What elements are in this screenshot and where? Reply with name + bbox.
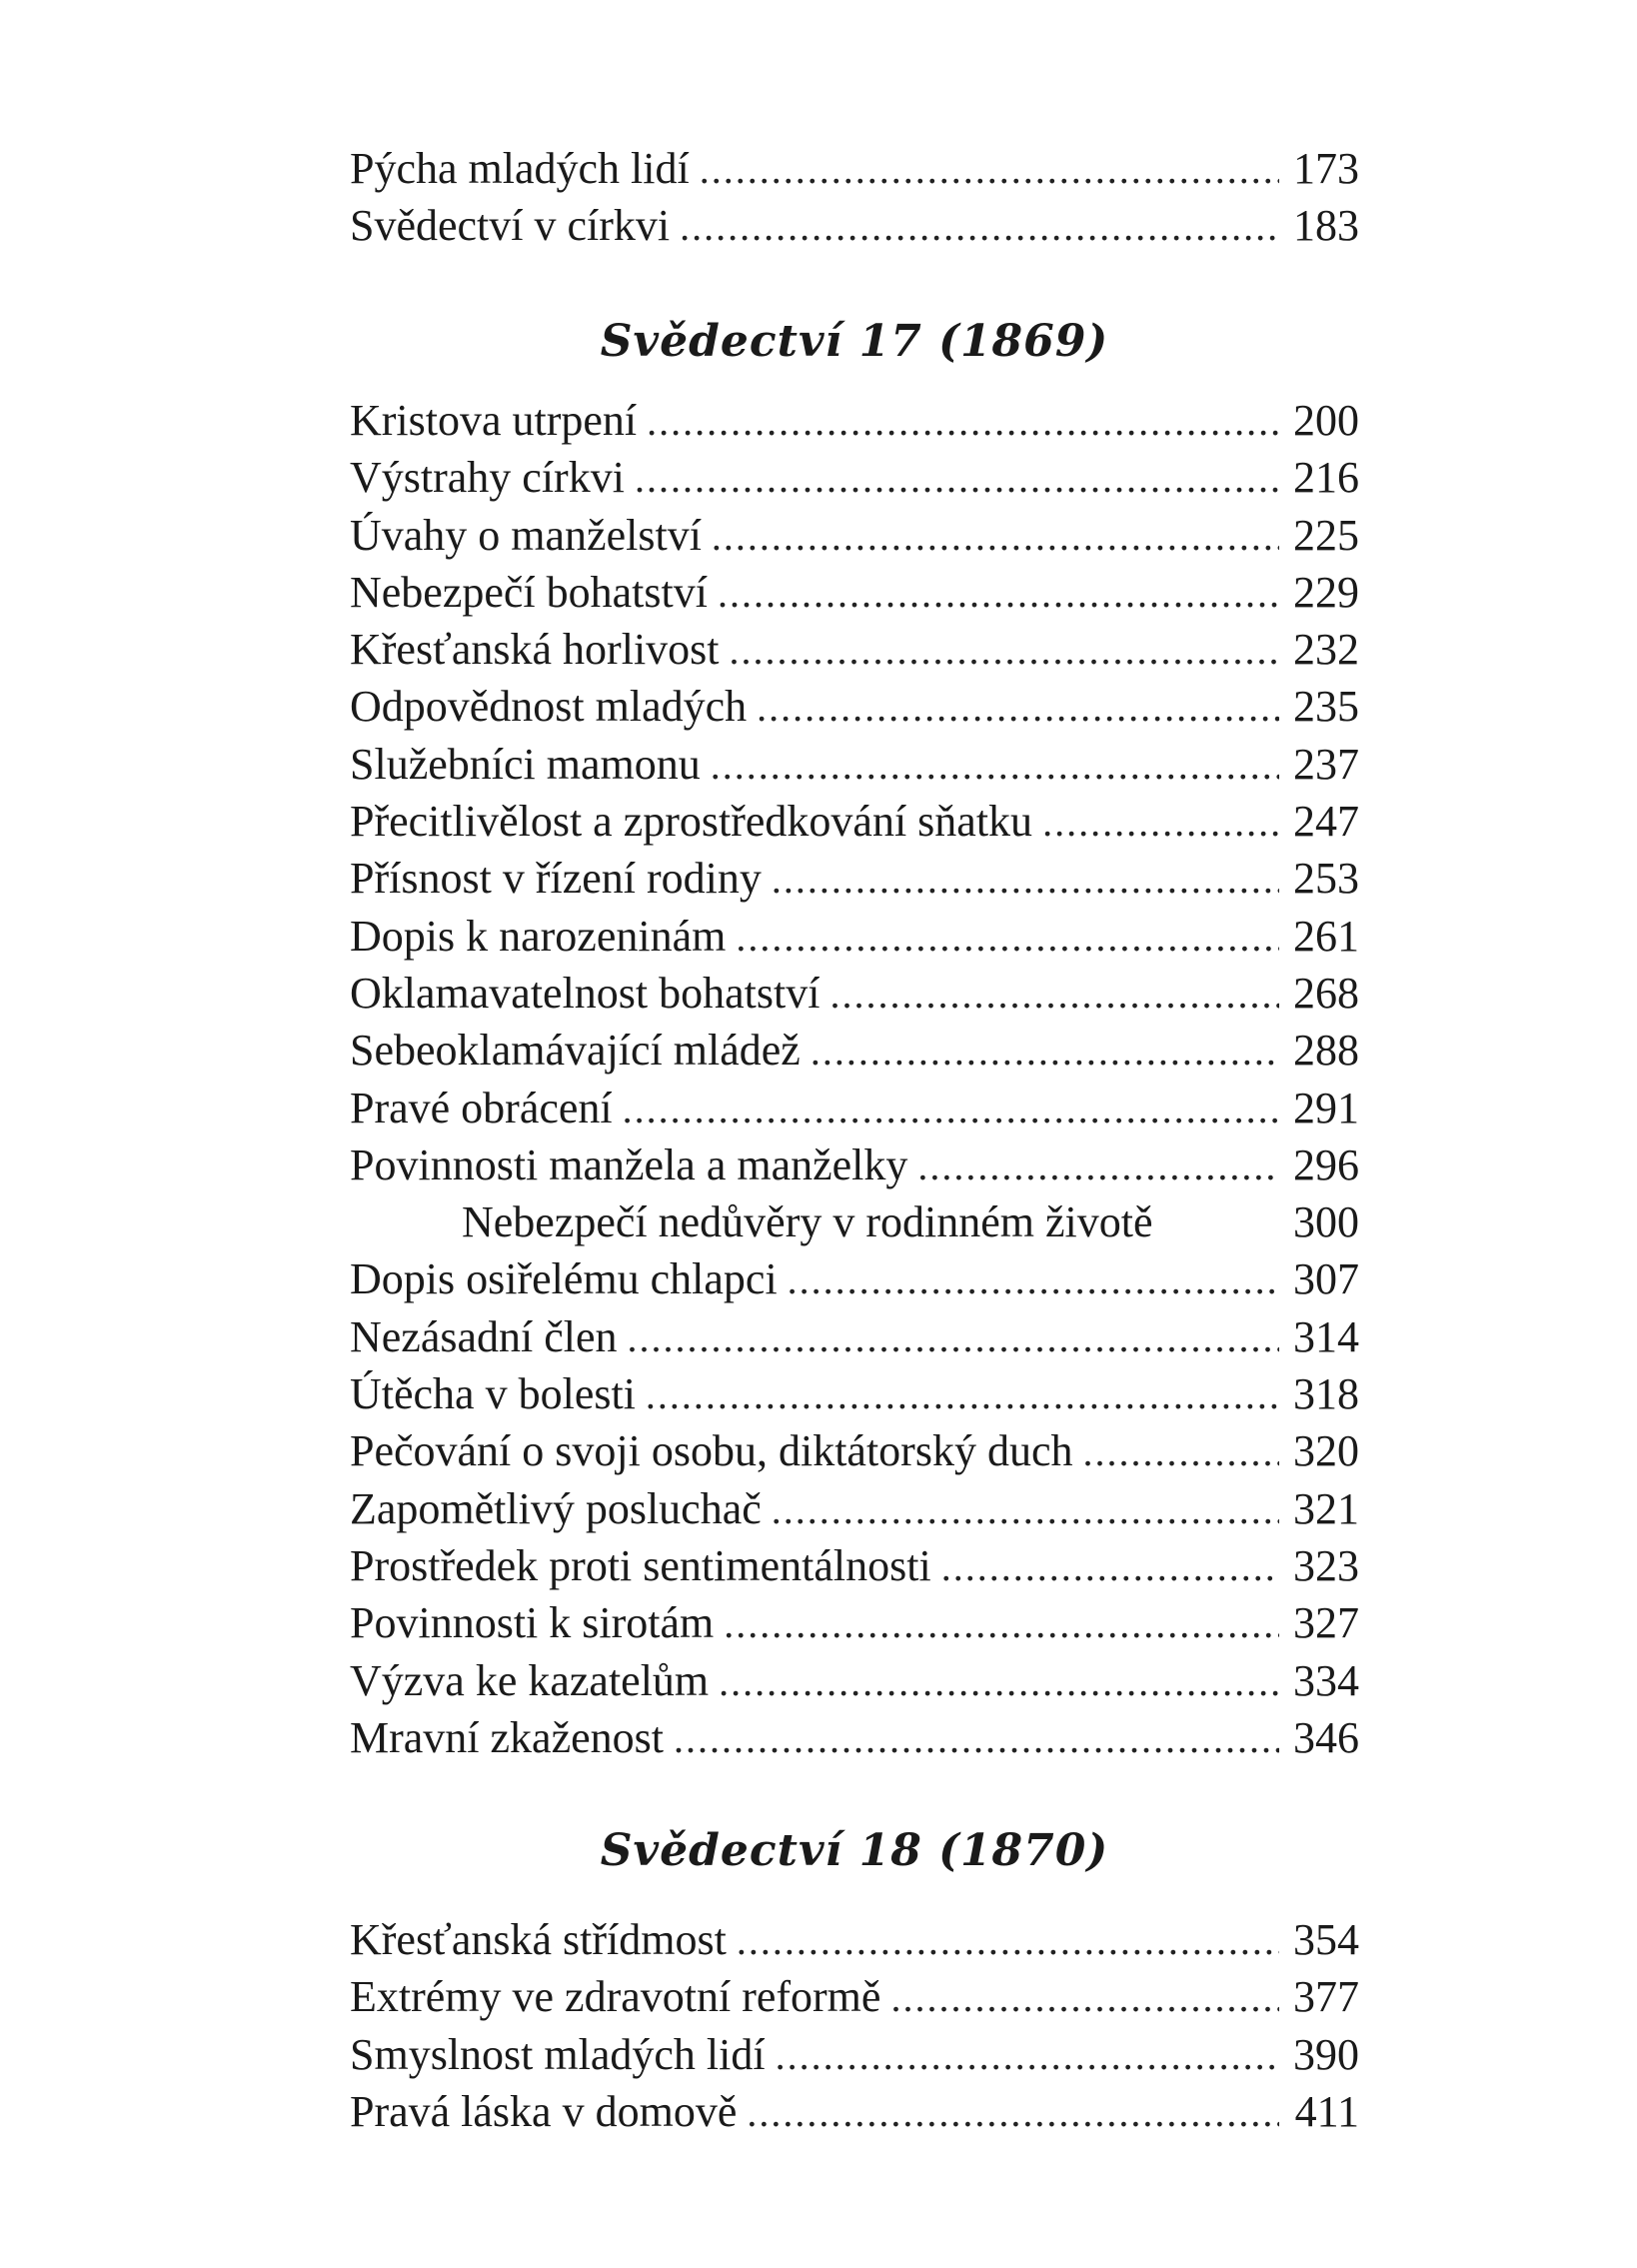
toc-entry-title: Povinnosti k sirotám <box>350 1598 715 1648</box>
toc-entry-page: 321 <box>1293 1483 1359 1533</box>
toc-entry-page: 291 <box>1293 1083 1359 1133</box>
toc-entry-leader <box>719 1653 1279 1710</box>
toc-entry-leader <box>747 2084 1279 2141</box>
section-18-heading: Svědectví 18 (1870) <box>600 1825 1109 1876</box>
toc-entry-title: Svědectví v církvi <box>350 201 671 251</box>
toc-entry <box>350 1250 1359 1307</box>
toc-entry-page: 229 <box>1293 567 1359 617</box>
toc-entry <box>350 140 1359 197</box>
toc-entry <box>350 392 1359 449</box>
toc-entry-title: Pýcha mladých lidí <box>350 144 690 193</box>
toc-entry <box>350 449 1359 506</box>
toc-intro-block <box>350 140 1359 255</box>
toc-entry-leader <box>724 1595 1279 1652</box>
toc-entry <box>350 1365 1359 1422</box>
toc-entry-page: 327 <box>1293 1598 1359 1648</box>
toc-entry <box>350 736 1359 793</box>
toc-entry-leader <box>700 141 1279 198</box>
toc-entry-page: 300 <box>1293 1197 1359 1247</box>
toc-entry-leader <box>674 1710 1279 1767</box>
toc-entry-page: 237 <box>1293 739 1359 789</box>
toc-entry-title: Prostředek proti sentimentálnosti <box>350 1540 931 1590</box>
toc-entry-page: 247 <box>1293 797 1359 847</box>
toc-entry-page: 183 <box>1293 201 1359 251</box>
toc-entry-leader <box>890 1969 1279 2026</box>
toc-entry <box>350 1709 1359 1766</box>
toc-entry <box>350 1080 1359 1136</box>
toc-entry-leader <box>941 1538 1279 1595</box>
toc-entry-page: 268 <box>1293 968 1359 1018</box>
toc-entry-title: Odpovědnost mladých <box>350 682 748 732</box>
toc-entry-title: Křesťanská horlivost <box>350 625 720 675</box>
toc-entry-page: 173 <box>1293 144 1359 193</box>
toc-entry <box>350 1308 1359 1365</box>
toc-entry <box>350 1136 1359 1193</box>
toc-entry <box>350 1422 1359 1479</box>
toc-entry-leader <box>772 1481 1279 1538</box>
toc-entry-leader <box>788 1251 1279 1308</box>
toc-entry-leader <box>718 565 1279 622</box>
toc-entry <box>350 1480 1359 1537</box>
toc-entry-title: Extrémy ve zdravotní reformě <box>350 1972 881 2022</box>
toc-entry-leader <box>680 198 1279 255</box>
toc-entry-page: 354 <box>1293 1915 1359 1964</box>
toc-entry-title: Zapomětlivý posluchač <box>350 1483 762 1533</box>
toc-entry-title: Pravé obrácení <box>350 1083 613 1133</box>
toc-entry <box>350 507 1359 564</box>
toc-entry <box>350 1193 1359 1250</box>
toc-entry-title: Služebníci mamonu <box>350 739 701 789</box>
toc-entry-page: 390 <box>1293 2029 1359 2079</box>
toc-entry-title: Nezásadní člen <box>350 1311 618 1361</box>
toc-entry-title: Oklamavatelnost bohatství <box>350 968 820 1018</box>
toc-entry-leader <box>772 851 1279 908</box>
toc-entry-leader <box>776 2027 1279 2084</box>
toc-entry-leader <box>623 1081 1279 1137</box>
toc-entry-title: Kristova utrpení <box>350 396 638 445</box>
toc-section-18-block <box>350 1911 1359 2140</box>
toc-entry-title: Pravá láska v domově <box>350 2086 738 2136</box>
toc-entry <box>350 197 1359 254</box>
toc-entry-leader <box>1042 794 1279 851</box>
toc-entry <box>350 2083 1359 2140</box>
toc-entry <box>350 1594 1359 1651</box>
toc-entry <box>350 850 1359 907</box>
toc-entry-page: 235 <box>1293 682 1359 732</box>
toc-entry-leader <box>829 966 1279 1023</box>
toc-entry-title: Úvahy o manželství <box>350 510 702 560</box>
toc-entry-title: Útěcha v bolesti <box>350 1369 636 1419</box>
toc-entry <box>350 908 1359 965</box>
toc-entry-page: 334 <box>1293 1655 1359 1705</box>
toc-entry-title: Křesťanská střídmost <box>350 1915 727 1964</box>
toc-entry-title: Výzva ke kazatelům <box>350 1655 710 1705</box>
toc-section-17-block <box>350 392 1359 1766</box>
toc-entry-leader <box>712 508 1279 565</box>
toc-entry-leader <box>917 1137 1279 1194</box>
toc-entry-page: 216 <box>1293 453 1359 503</box>
toc-entry <box>350 678 1359 735</box>
toc-entry-leader <box>757 679 1279 736</box>
toc-entry-page: 314 <box>1293 1311 1359 1361</box>
toc-entry-title: Mravní zkaženost <box>350 1712 664 1762</box>
toc-entry <box>350 1968 1359 2025</box>
toc-entry-page: 320 <box>1293 1426 1359 1476</box>
toc-entry-leader <box>646 1366 1279 1423</box>
toc-entry-leader <box>737 1912 1279 1969</box>
toc-entry-title: Nebezpečí bohatství <box>350 567 708 617</box>
toc-entry-leader <box>1083 1423 1280 1480</box>
toc-entry-title: Pečování o svoji osobu, diktátorský duch <box>350 1426 1073 1476</box>
toc-entry-leader <box>635 450 1279 507</box>
toc-entry-page: 296 <box>1293 1139 1359 1189</box>
toc-entry <box>350 1652 1359 1709</box>
toc-entry <box>350 2026 1359 2083</box>
toc-entry <box>350 564 1359 621</box>
toc-entry-title: Nebezpečí nedůvěry v rodinném životě <box>462 1197 1153 1247</box>
toc-entry-page: 225 <box>1293 510 1359 560</box>
toc-entry-title: Dopis osiřelému chlapci <box>350 1254 778 1304</box>
toc-entry-leader <box>736 909 1279 966</box>
toc-entry-title: Přecitlivělost a zprostředkování sňatku <box>350 797 1033 847</box>
toc-entry-page: 200 <box>1293 396 1359 445</box>
toc-entry-title: Dopis k narozeninám <box>350 911 727 961</box>
toc-entry <box>350 1911 1359 1968</box>
toc-entry-leader <box>711 737 1279 794</box>
toc-entry-page: 377 <box>1293 1972 1359 2022</box>
section-17-heading: Svědectví 17 (1869) <box>600 316 1109 367</box>
toc-entry-page: 232 <box>1293 625 1359 675</box>
toc-entry-page: 323 <box>1293 1540 1359 1590</box>
toc-entry <box>350 1537 1359 1594</box>
toc-entry-page: 411 <box>1294 2086 1359 2136</box>
toc-entry-title: Povinnosti manžela a manželky <box>350 1139 908 1189</box>
toc-entry-leader <box>628 1309 1279 1366</box>
toc-entry-page: 253 <box>1293 854 1359 904</box>
toc-entry-leader <box>811 1023 1279 1080</box>
toc-entry-leader <box>647 393 1279 450</box>
toc-entry <box>350 793 1359 850</box>
toc-entry <box>350 1022 1359 1079</box>
toc-entry-leader <box>730 622 1279 679</box>
toc-entry-page: 261 <box>1293 911 1359 961</box>
toc-entry-page: 288 <box>1293 1026 1359 1076</box>
toc-entry <box>350 965 1359 1022</box>
toc-entry-page: 346 <box>1293 1712 1359 1762</box>
toc-entry-page: 318 <box>1293 1369 1359 1419</box>
toc-entry <box>350 621 1359 678</box>
toc-entry-page: 307 <box>1293 1254 1359 1304</box>
toc-entry-title: Přísnost v řízení rodiny <box>350 854 762 904</box>
toc-entry-title: Výstrahy církvi <box>350 453 625 503</box>
toc-entry-title: Sebeoklamávající mládež <box>350 1026 801 1076</box>
toc-entry-title: Smyslnost mladých lidí <box>350 2029 766 2079</box>
